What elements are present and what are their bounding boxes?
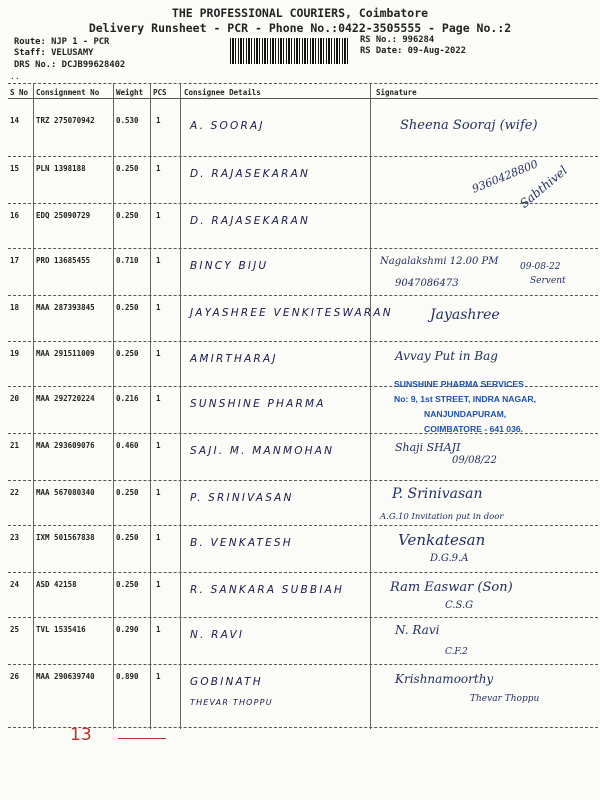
row-signature: Krishnamoorthy	[395, 672, 494, 686]
row-consignment-no: IXM 501567838	[36, 533, 95, 542]
row-divider	[8, 156, 598, 157]
row-weight: 0.890	[116, 672, 139, 681]
row-consignment-no: ASD 42158	[36, 580, 77, 589]
row-consignee-name: GOBINATH	[190, 676, 263, 688]
row-consignment-no: MAA 293609076	[36, 441, 95, 450]
row-signature: N. Ravi	[395, 623, 440, 637]
row-divider	[8, 727, 598, 728]
row-pcs: 1	[156, 349, 161, 358]
row-sno: 23	[10, 533, 20, 542]
row-weight: 0.250	[116, 533, 139, 542]
row-consignee-name: R. SANKARA SUBBIAH	[190, 584, 345, 596]
row-consignee-name: P. SRINIVASAN	[190, 492, 294, 504]
row-sno: 21	[10, 441, 20, 450]
row-divider	[8, 617, 598, 618]
col-header-signature: Signature	[376, 88, 417, 97]
stamp-line: No: 9, 1st STREET, INDRA NAGAR,	[394, 394, 536, 404]
delivery-count: 13	[70, 725, 92, 745]
row-weight: 0.250	[116, 211, 139, 220]
row-pcs: 1	[156, 303, 161, 312]
row-signature: D.G.9.A	[430, 553, 469, 564]
row-divider	[8, 572, 598, 573]
row-consignment-no: PLN 1398188	[36, 164, 86, 173]
row-signature: Sabthivel	[517, 163, 570, 211]
row-pcs: 1	[156, 441, 161, 450]
row-consignee-name: SAJI. M. MANMOHAN	[190, 445, 335, 457]
column-divider	[33, 83, 34, 729]
row-divider	[8, 480, 598, 481]
row-pcs: 1	[156, 672, 161, 681]
column-divider	[150, 83, 151, 729]
row-divider	[8, 341, 598, 342]
row-pcs: 1	[156, 116, 161, 125]
row-consignee-address: THEVAR THOPPU	[190, 698, 273, 707]
row-pcs: 1	[156, 394, 161, 403]
drs-label: DRS No.: DCJB99628402	[14, 60, 126, 70]
row-pcs: 1	[156, 533, 161, 542]
row-signature: 09-08-22	[520, 262, 561, 272]
row-sno: 15	[10, 164, 20, 173]
row-sno: 26	[10, 672, 20, 681]
row-divider	[8, 248, 598, 249]
row-sno: 14	[10, 116, 20, 125]
row-signature: Sheena Sooraj (wife)	[400, 118, 538, 133]
stamp-line: NANJUNDAPURAM,	[424, 409, 507, 419]
row-signature: Servent	[530, 276, 566, 286]
rs-date: RS Date: 09-Aug-2022	[360, 46, 466, 56]
row-signature: Avvay Put in Bag	[395, 349, 498, 363]
row-sno: 19	[10, 349, 20, 358]
row-signature: Thevar Thoppu	[470, 694, 540, 704]
row-consignee-name: JAYASHREE VENKITESWARAN	[190, 307, 393, 319]
row-signature: Venkatesan	[398, 531, 486, 549]
row-pcs: 1	[156, 256, 161, 265]
stamp-line: COIMBATORE - 641 036.	[424, 424, 524, 434]
row-pcs: 1	[156, 580, 161, 589]
row-consignment-no: MAA 291511009	[36, 349, 95, 358]
column-divider	[370, 83, 371, 729]
company-stamp	[394, 377, 584, 437]
count-underline	[118, 738, 166, 739]
row-weight: 0.710	[116, 256, 139, 265]
row-consignee-name: SUNSHINE PHARMA	[190, 398, 326, 410]
row-sno: 22	[10, 488, 20, 497]
row-consignment-no: MAA 290639740	[36, 672, 95, 681]
row-divider	[8, 203, 598, 204]
row-divider	[8, 664, 598, 665]
row-signature: Shaji SHAJI	[395, 441, 461, 454]
row-divider	[8, 525, 598, 526]
col-header-weight: Weight	[116, 88, 144, 97]
row-consignment-no: TVL 1535416	[36, 625, 86, 634]
row-signature: A.G.10 Invitation put in door	[380, 512, 504, 522]
row-weight: 0.290	[116, 625, 139, 634]
runsheet-subtitle: Delivery Runsheet - PCR - Phone No.:0422-3505555 - Page No.:2	[88, 21, 512, 35]
row-weight: 0.250	[116, 488, 139, 497]
row-weight: 0.250	[116, 303, 139, 312]
stamp-line: SUNSHINE PHARMA SERVICES	[394, 379, 524, 389]
column-divider	[180, 83, 181, 729]
row-weight: 0.250	[116, 580, 139, 589]
row-sno: 17	[10, 256, 20, 265]
row-weight: 0.250	[116, 164, 139, 173]
row-consignee-name: D. RAJASEKARAN	[190, 215, 311, 227]
row-signature: 09/08/22	[452, 455, 497, 466]
row-pcs: 1	[156, 211, 161, 220]
row-consignee-name: A. SOORAJ	[190, 120, 265, 132]
row-signature: Jayashree	[430, 307, 500, 323]
row-signature: C.S.G	[445, 600, 474, 611]
col-header-consignee: Consignee Details	[184, 88, 261, 97]
column-divider	[113, 83, 114, 729]
barcode	[230, 38, 350, 64]
staff-label: Staff: VELUSAMY	[14, 48, 94, 58]
row-pcs: 1	[156, 488, 161, 497]
row-consignment-no: MAA 292720224	[36, 394, 95, 403]
row-consignee-name: BINCY BIJU	[190, 260, 269, 272]
dots-marker: ..	[10, 72, 20, 81]
col-header-sno: S No	[10, 88, 29, 97]
row-signature: P. Srinivasan	[392, 486, 483, 502]
row-signature: 9047086473	[395, 278, 459, 289]
row-signature: Ram Easwar (Son)	[390, 580, 513, 595]
row-consignment-no: EDQ 25090729	[36, 211, 91, 220]
row-weight: 0.216	[116, 394, 139, 403]
col-header-consignment: Consignment No	[36, 88, 100, 97]
row-weight: 0.460	[116, 441, 139, 450]
row-signature: 9360428800	[470, 157, 540, 196]
row-signature: C.F.2	[445, 647, 468, 657]
row-consignment-no: MAA 287393845	[36, 303, 95, 312]
row-weight: 0.250	[116, 349, 139, 358]
rs-number: RS No.: 996284	[360, 35, 435, 45]
row-sno: 16	[10, 211, 20, 220]
row-sno: 24	[10, 580, 20, 589]
row-consignment-no: MAA 567080340	[36, 488, 95, 497]
row-signature: Nagalakshmi 12.00 PM	[380, 256, 499, 267]
row-consignment-no: PRO 13685455	[36, 256, 91, 265]
row-pcs: 1	[156, 164, 161, 173]
company-title: THE PROFESSIONAL COURIERS, Coimbatore	[171, 6, 429, 20]
row-weight: 0.530	[116, 116, 139, 125]
route-label: Route: NJP 1 - PCR	[14, 37, 110, 47]
row-sno: 18	[10, 303, 20, 312]
col-header-pcs: PCS	[153, 88, 167, 97]
row-consignment-no: TRZ 275070942	[36, 116, 95, 125]
header-rule-top	[8, 83, 598, 84]
row-sno: 20	[10, 394, 20, 403]
header-rule-bottom	[8, 98, 598, 99]
row-consignee-name: B. VENKATESH	[190, 537, 293, 549]
row-divider	[8, 295, 598, 296]
row-pcs: 1	[156, 625, 161, 634]
row-consignee-name: D. RAJASEKARAN	[190, 168, 311, 180]
row-sno: 25	[10, 625, 20, 634]
row-consignee-name: N. RAVI	[190, 629, 245, 641]
row-consignee-name: AMIRTHARAJ	[190, 353, 278, 365]
